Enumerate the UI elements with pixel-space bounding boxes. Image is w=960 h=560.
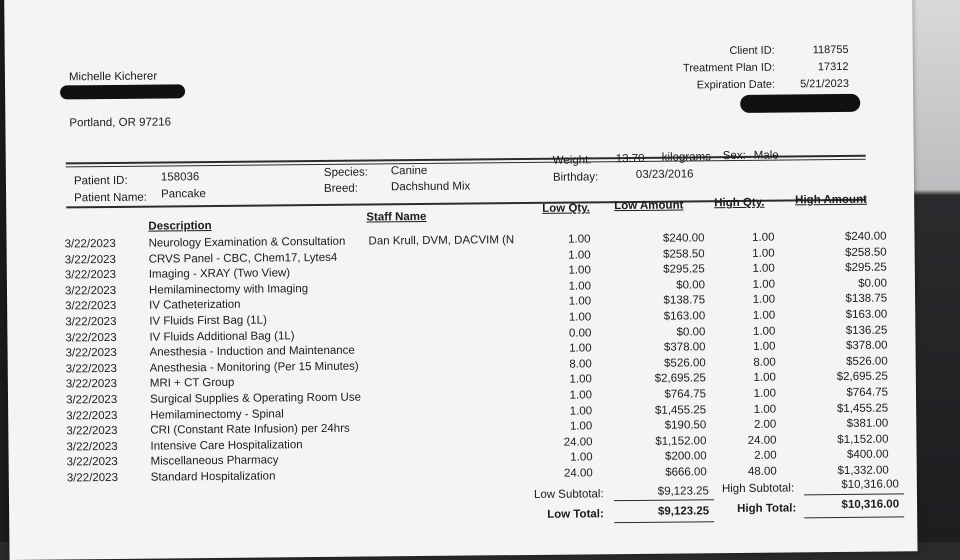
item-date: 3/22/2023 [66, 425, 118, 438]
item-date: 3/22/2023 [66, 471, 119, 485]
item-date: 3/22/2023 [66, 409, 118, 423]
weight-label: Weight: [552, 154, 592, 167]
item-low-amount: $0.00 [676, 325, 706, 339]
item-high-amount: $2,695.25 [836, 370, 888, 384]
redacted-address [60, 84, 185, 99]
item-staff: Dan Krull, DVM, DACVIM (N [368, 234, 515, 248]
species-label: Species: [323, 166, 369, 179]
item-description: Standard Hospitalization [150, 470, 276, 484]
item-high-amount: $764.75 [846, 386, 889, 399]
client-city: Portland, OR 97216 [69, 116, 172, 130]
item-low-amount: $138.75 [663, 294, 706, 308]
col-high-qty: High Qty. [714, 196, 765, 210]
col-low-amount: Low Amount [614, 199, 684, 213]
item-low-qty: 1.00 [569, 389, 593, 402]
item-high-amount: $1,332.00 [837, 464, 889, 478]
breed: Dachshund Mix [390, 180, 471, 194]
item-high-qty: 1.00 [753, 403, 777, 416]
subtotal-rule-low [614, 499, 714, 501]
item-low-qty: 1.00 [568, 295, 592, 308]
item-low-amount: $190.50 [664, 419, 707, 432]
item-high-amount: $0.00 [858, 277, 888, 290]
item-date: 3/22/2023 [64, 269, 117, 282]
item-high-amount: $163.00 [845, 308, 888, 321]
item-date: 3/22/2023 [65, 393, 118, 407]
item-low-qty: 1.00 [569, 420, 593, 433]
client-id: 118755 [812, 43, 849, 57]
item-high-qty: 1.00 [752, 278, 776, 291]
item-low-qty: 1.00 [568, 280, 592, 293]
item-date: 3/22/2023 [66, 440, 118, 454]
item-date: 3/22/2023 [66, 456, 118, 469]
item-description: Miscellaneous Pharmacy [150, 454, 279, 469]
col-staff-name: Staff Name [366, 210, 427, 224]
high-subtotal: $10,316.00 [841, 478, 899, 491]
low-total-label: Low Total: [547, 508, 604, 521]
item-high-amount: $381.00 [846, 417, 889, 431]
item-low-amount: $1,455.25 [654, 403, 707, 417]
item-low-amount: $295.25 [663, 263, 705, 276]
high-subtotal-label: High Subtotal: [721, 482, 795, 496]
item-low-qty: 1.00 [568, 233, 591, 246]
item-high-qty: 2.00 [753, 418, 777, 432]
item-high-amount: $295.25 [845, 261, 887, 275]
item-description: IV Catheterization [149, 299, 241, 313]
item-high-amount: $400.00 [846, 448, 889, 462]
item-date: 3/22/2023 [64, 284, 117, 298]
item-description: Hemilaminectomy with Imaging [148, 282, 309, 297]
item-low-amount: $200.00 [664, 450, 707, 464]
item-description: Imaging - XRAY (Two View) [148, 267, 291, 281]
item-description: Intensive Care Hospitalization [150, 438, 303, 453]
high-total: $10,316.00 [841, 498, 900, 511]
treatment-plan-document [4, 0, 918, 560]
patient-id: 158036 [160, 171, 200, 184]
item-low-amount: $764.75 [664, 388, 707, 401]
item-low-amount: $666.00 [665, 466, 707, 479]
low-subtotal: $9,123.25 [657, 485, 709, 498]
item-low-amount: $378.00 [663, 341, 706, 354]
client-id-label: Client ID: [729, 44, 775, 58]
item-high-qty: 1.00 [752, 294, 776, 307]
birthday: 03/23/2016 [635, 168, 694, 181]
item-low-amount: $526.00 [664, 357, 706, 370]
item-description: Neurology Examination & Consultation [148, 235, 346, 250]
item-low-amount: $258.50 [663, 247, 705, 261]
item-high-qty: 1.00 [752, 262, 775, 276]
item-low-qty: 1.00 [569, 404, 593, 418]
item-high-amount: $138.75 [845, 292, 888, 306]
patient-id-label: Patient ID: [73, 174, 128, 188]
item-high-amount: $240.00 [844, 230, 887, 243]
item-date: 3/22/2023 [65, 362, 117, 376]
item-high-qty: 8.00 [753, 356, 776, 369]
item-description: Surgical Supplies & Operating Room Use [149, 391, 362, 406]
item-high-qty: 1.00 [753, 372, 776, 385]
item-description: Anesthesia - Induction and Maintenance [149, 344, 355, 359]
low-total: $9,123.25 [657, 505, 710, 518]
col-description: Description [148, 220, 212, 233]
subtotal-rule-high [804, 493, 904, 495]
sex-label: Sex: [722, 149, 746, 163]
low-subtotal-label: Low Subtotal: [533, 488, 604, 501]
item-low-amount: $163.00 [663, 310, 706, 323]
expiration-date: 5/21/2023 [799, 77, 850, 91]
treatment-plan-label: Treatment Plan ID: [682, 61, 775, 75]
item-description: MRI + CT Group [149, 377, 235, 391]
high-total-label: High Total: [737, 502, 797, 515]
item-low-amount: $2,695.25 [654, 372, 706, 386]
item-description: Hemilaminectomy - Spinal [150, 407, 284, 422]
expiration-label: Expiration Date: [696, 78, 776, 92]
item-date: 3/22/2023 [65, 300, 117, 313]
item-date: 3/22/2023 [65, 331, 117, 345]
item-low-amount: $240.00 [662, 232, 705, 245]
item-low-qty: 0.00 [568, 326, 592, 340]
client-name: Michelle Kicherer [68, 70, 158, 84]
item-low-qty: 1.00 [568, 264, 591, 277]
patient-name: Pancake [161, 188, 206, 201]
item-low-amount: $0.00 [676, 279, 706, 292]
item-high-amount: $1,152.00 [837, 433, 889, 446]
item-high-amount: $378.00 [845, 339, 888, 353]
item-high-qty: 24.00 [747, 434, 777, 447]
col-high-amount: High Amount [795, 193, 867, 207]
item-high-amount: $258.50 [845, 246, 887, 259]
treatment-plan-id: 17312 [817, 60, 849, 74]
item-low-qty: 1.00 [569, 373, 592, 386]
item-low-qty: 8.00 [569, 358, 592, 371]
item-high-qty: 1.00 [753, 340, 776, 354]
item-high-qty: 1.00 [752, 325, 776, 338]
item-high-amount: $526.00 [846, 355, 888, 368]
item-description: CRI (Constant Rate Infusion) per 24hrs [150, 422, 350, 437]
item-low-qty: 1.00 [569, 342, 592, 355]
patient-name-label: Patient Name: [74, 191, 148, 205]
item-high-qty: 1.00 [752, 247, 775, 260]
sex: Male [753, 149, 779, 162]
item-description: IV Fluids Additional Bag (1L) [149, 329, 295, 344]
item-date: 3/22/2023 [65, 347, 117, 360]
item-high-qty: 2.00 [754, 449, 777, 463]
item-date: 3/22/2023 [64, 253, 116, 267]
item-description: IV Fluids First Bag (1L) [149, 314, 267, 328]
item-high-qty: 1.00 [753, 387, 777, 400]
item-description: CRVS Panel - CBC, Chem17, Lytes4 [148, 251, 338, 266]
item-high-amount: $136.25 [845, 324, 888, 337]
item-high-qty: 1.00 [752, 231, 775, 244]
item-high-amount: $1,455.25 [836, 402, 889, 415]
birthday-label: Birthday: [552, 171, 599, 184]
item-date: 3/22/2023 [65, 315, 117, 329]
item-description: Anesthesia - Monitoring (Per 15 Minutes) [149, 360, 359, 375]
total-double-rule-low [614, 521, 714, 523]
breed-label: Breed: [323, 182, 358, 195]
item-date: 3/22/2023 [65, 378, 118, 391]
redacted-signature [740, 94, 860, 113]
item-low-amount: $1,152.00 [655, 435, 707, 448]
total-double-rule-high [804, 516, 904, 518]
species: Canine [390, 164, 428, 178]
item-date: 3/22/2023 [64, 237, 116, 251]
weight-unit: kilograms [661, 151, 712, 164]
item-low-qty: 24.00 [563, 436, 593, 449]
weight-value: 13.70 [615, 152, 645, 166]
item-low-qty: 1.00 [568, 248, 591, 262]
item-high-qty: 48.00 [747, 465, 777, 478]
col-low-qty: Low Qty. [542, 202, 590, 215]
item-low-qty: 1.00 [570, 451, 593, 464]
item-low-qty: 1.00 [568, 311, 592, 324]
item-high-qty: 1.00 [752, 309, 776, 322]
item-low-qty: 24.00 [563, 467, 593, 480]
